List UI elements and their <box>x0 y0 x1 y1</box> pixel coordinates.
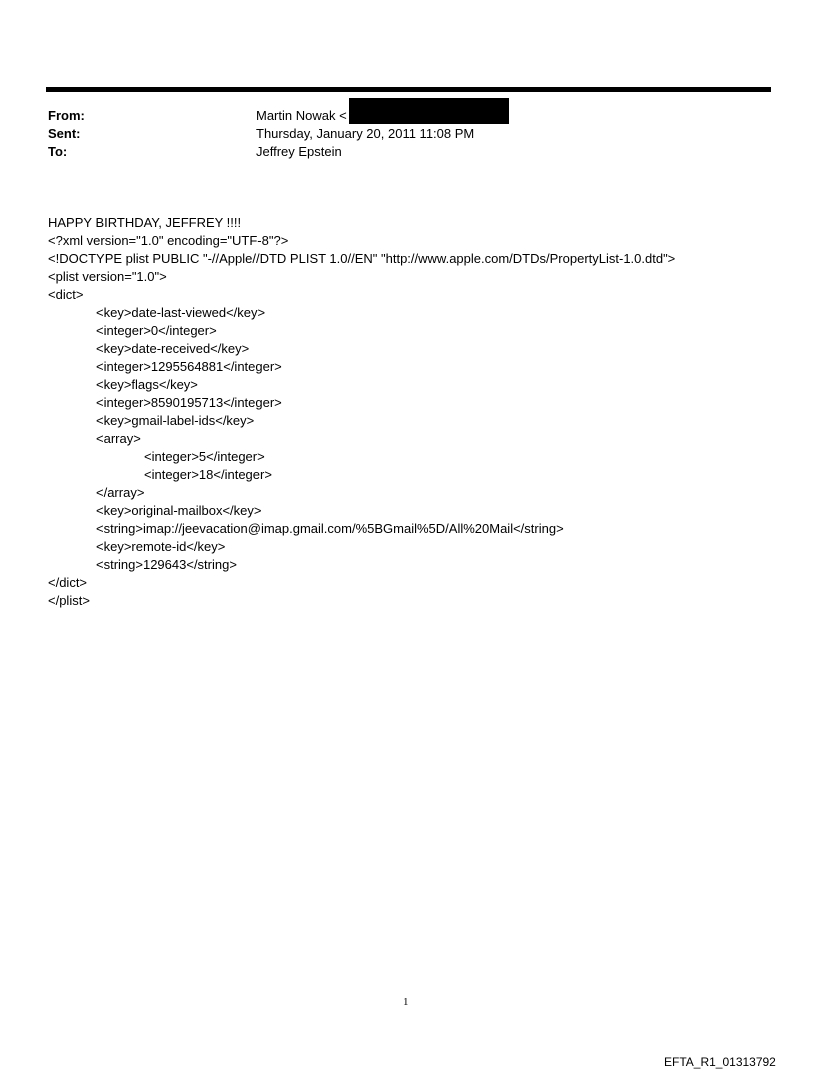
body-line: <key>flags</key> <box>96 377 198 392</box>
body-line: <array> <box>96 431 141 446</box>
body-line: </array> <box>96 485 145 500</box>
body-line: <key>gmail-label-ids</key> <box>96 413 255 428</box>
sender-name: Martin Nowak < <box>256 108 347 123</box>
body-line: <key>remote-id</key> <box>96 539 226 554</box>
body-line: <integer>18</integer> <box>144 467 272 482</box>
body-line: <string>imap://jeevacation@imap.gmail.com/%5BGmail%5D/All%20Mail</string> <box>96 521 564 536</box>
bates-number: EFTA_R1_01313792 <box>664 1055 776 1069</box>
from-value <box>256 107 509 125</box>
body-line: </plist> <box>48 593 90 608</box>
sent-value: Thursday, January 20, 2011 11:08 PM <box>256 126 475 141</box>
from-label: From: <box>48 108 85 123</box>
body-line: HAPPY BIRTHDAY, JEFFREY !!!! <box>48 215 242 230</box>
sent-label: Sent: <box>48 126 81 141</box>
body-line: <?xml version="1.0" encoding="UTF-8"?> <box>48 233 289 248</box>
body-line: <!DOCTYPE plist PUBLIC "-//Apple//DTD PLIST 1.0//EN" "http://www.apple.com/DTDs/PropertyList-1.0.dtd"> <box>48 251 676 266</box>
body-line: <key>date-last-viewed</key> <box>96 305 266 320</box>
page-number: 1 <box>403 996 409 1008</box>
from-row <box>48 107 748 125</box>
body-line: <integer>1295564881</integer> <box>96 359 282 374</box>
body-line: <key>original-mailbox</key> <box>96 503 262 518</box>
body-line: <integer>8590195713</integer> <box>96 395 282 410</box>
body-line: <plist version="1.0"> <box>48 269 167 284</box>
body-line: <string>129643</string> <box>96 557 237 572</box>
redaction-box <box>349 98 509 124</box>
to-row <box>48 143 748 161</box>
email-header <box>48 107 748 161</box>
sent-row <box>48 125 748 143</box>
body-line: </dict> <box>48 575 88 590</box>
header-rule <box>46 87 771 92</box>
to-label: To: <box>48 144 68 159</box>
body-line: <integer>5</integer> <box>144 449 265 464</box>
body-line: <dict> <box>48 287 84 302</box>
to-value: Jeffrey Epstein <box>256 144 342 159</box>
body-line: <integer>0</integer> <box>96 323 217 338</box>
body-line: <key>date-received</key> <box>96 341 250 356</box>
email-body <box>48 214 788 610</box>
